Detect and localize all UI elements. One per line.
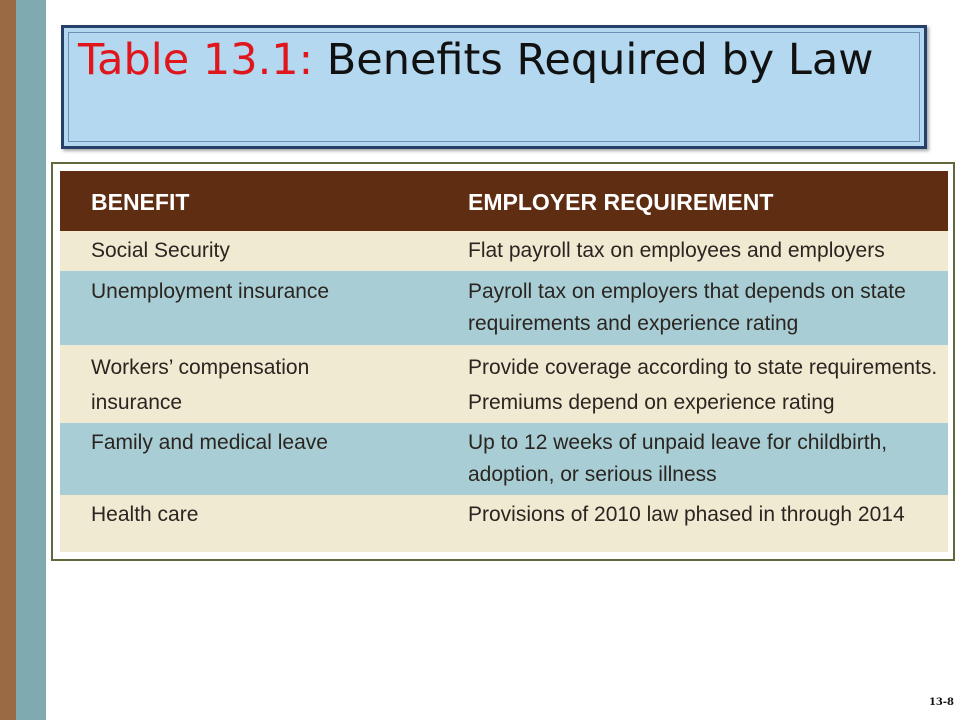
- requirement-cell: Provide coverage according to state requirements. Premiums depend on experience rating: [468, 356, 938, 414]
- table-row: [60, 231, 948, 271]
- table-row: [60, 345, 948, 423]
- header-employer-requirement: EMPLOYER REQUIREMENT: [468, 189, 774, 215]
- slide-number: 13-8: [928, 697, 954, 708]
- header-benefit: BENEFIT: [91, 189, 190, 215]
- requirement-cell: Up to 12 weeks of unpaid leave for childbirth, adoption, or serious illness: [468, 431, 888, 486]
- requirement-cell: Flat payroll tax on employees and employers: [468, 239, 885, 262]
- slide-title: [78, 34, 873, 86]
- table-row: [60, 423, 948, 495]
- benefit-cell: Health care: [91, 503, 199, 526]
- table-header-row: [60, 171, 948, 231]
- title-prefix: Table 13.1:: [78, 35, 314, 85]
- left-teal-stripe: [16, 0, 46, 720]
- benefit-cell: Family and medical leave: [91, 431, 328, 454]
- left-brown-stripe: [0, 0, 16, 720]
- table-row: [60, 495, 948, 552]
- table-frame: [51, 162, 955, 561]
- benefit-cell: Social Security: [91, 239, 230, 262]
- title-box: [61, 25, 927, 149]
- benefit-cell: Workers’ compensation insurance: [91, 356, 310, 414]
- requirement-cell: Provisions of 2010 law phased in through 2014: [468, 503, 905, 526]
- table-row: [60, 271, 948, 345]
- benefits-table: [60, 171, 948, 552]
- title-main: Benefits Required by Law: [326, 35, 874, 85]
- benefit-cell: Unemployment insurance: [91, 280, 330, 303]
- requirement-cell: Payroll tax on employers that depends on state requirements and experience rating: [468, 280, 906, 335]
